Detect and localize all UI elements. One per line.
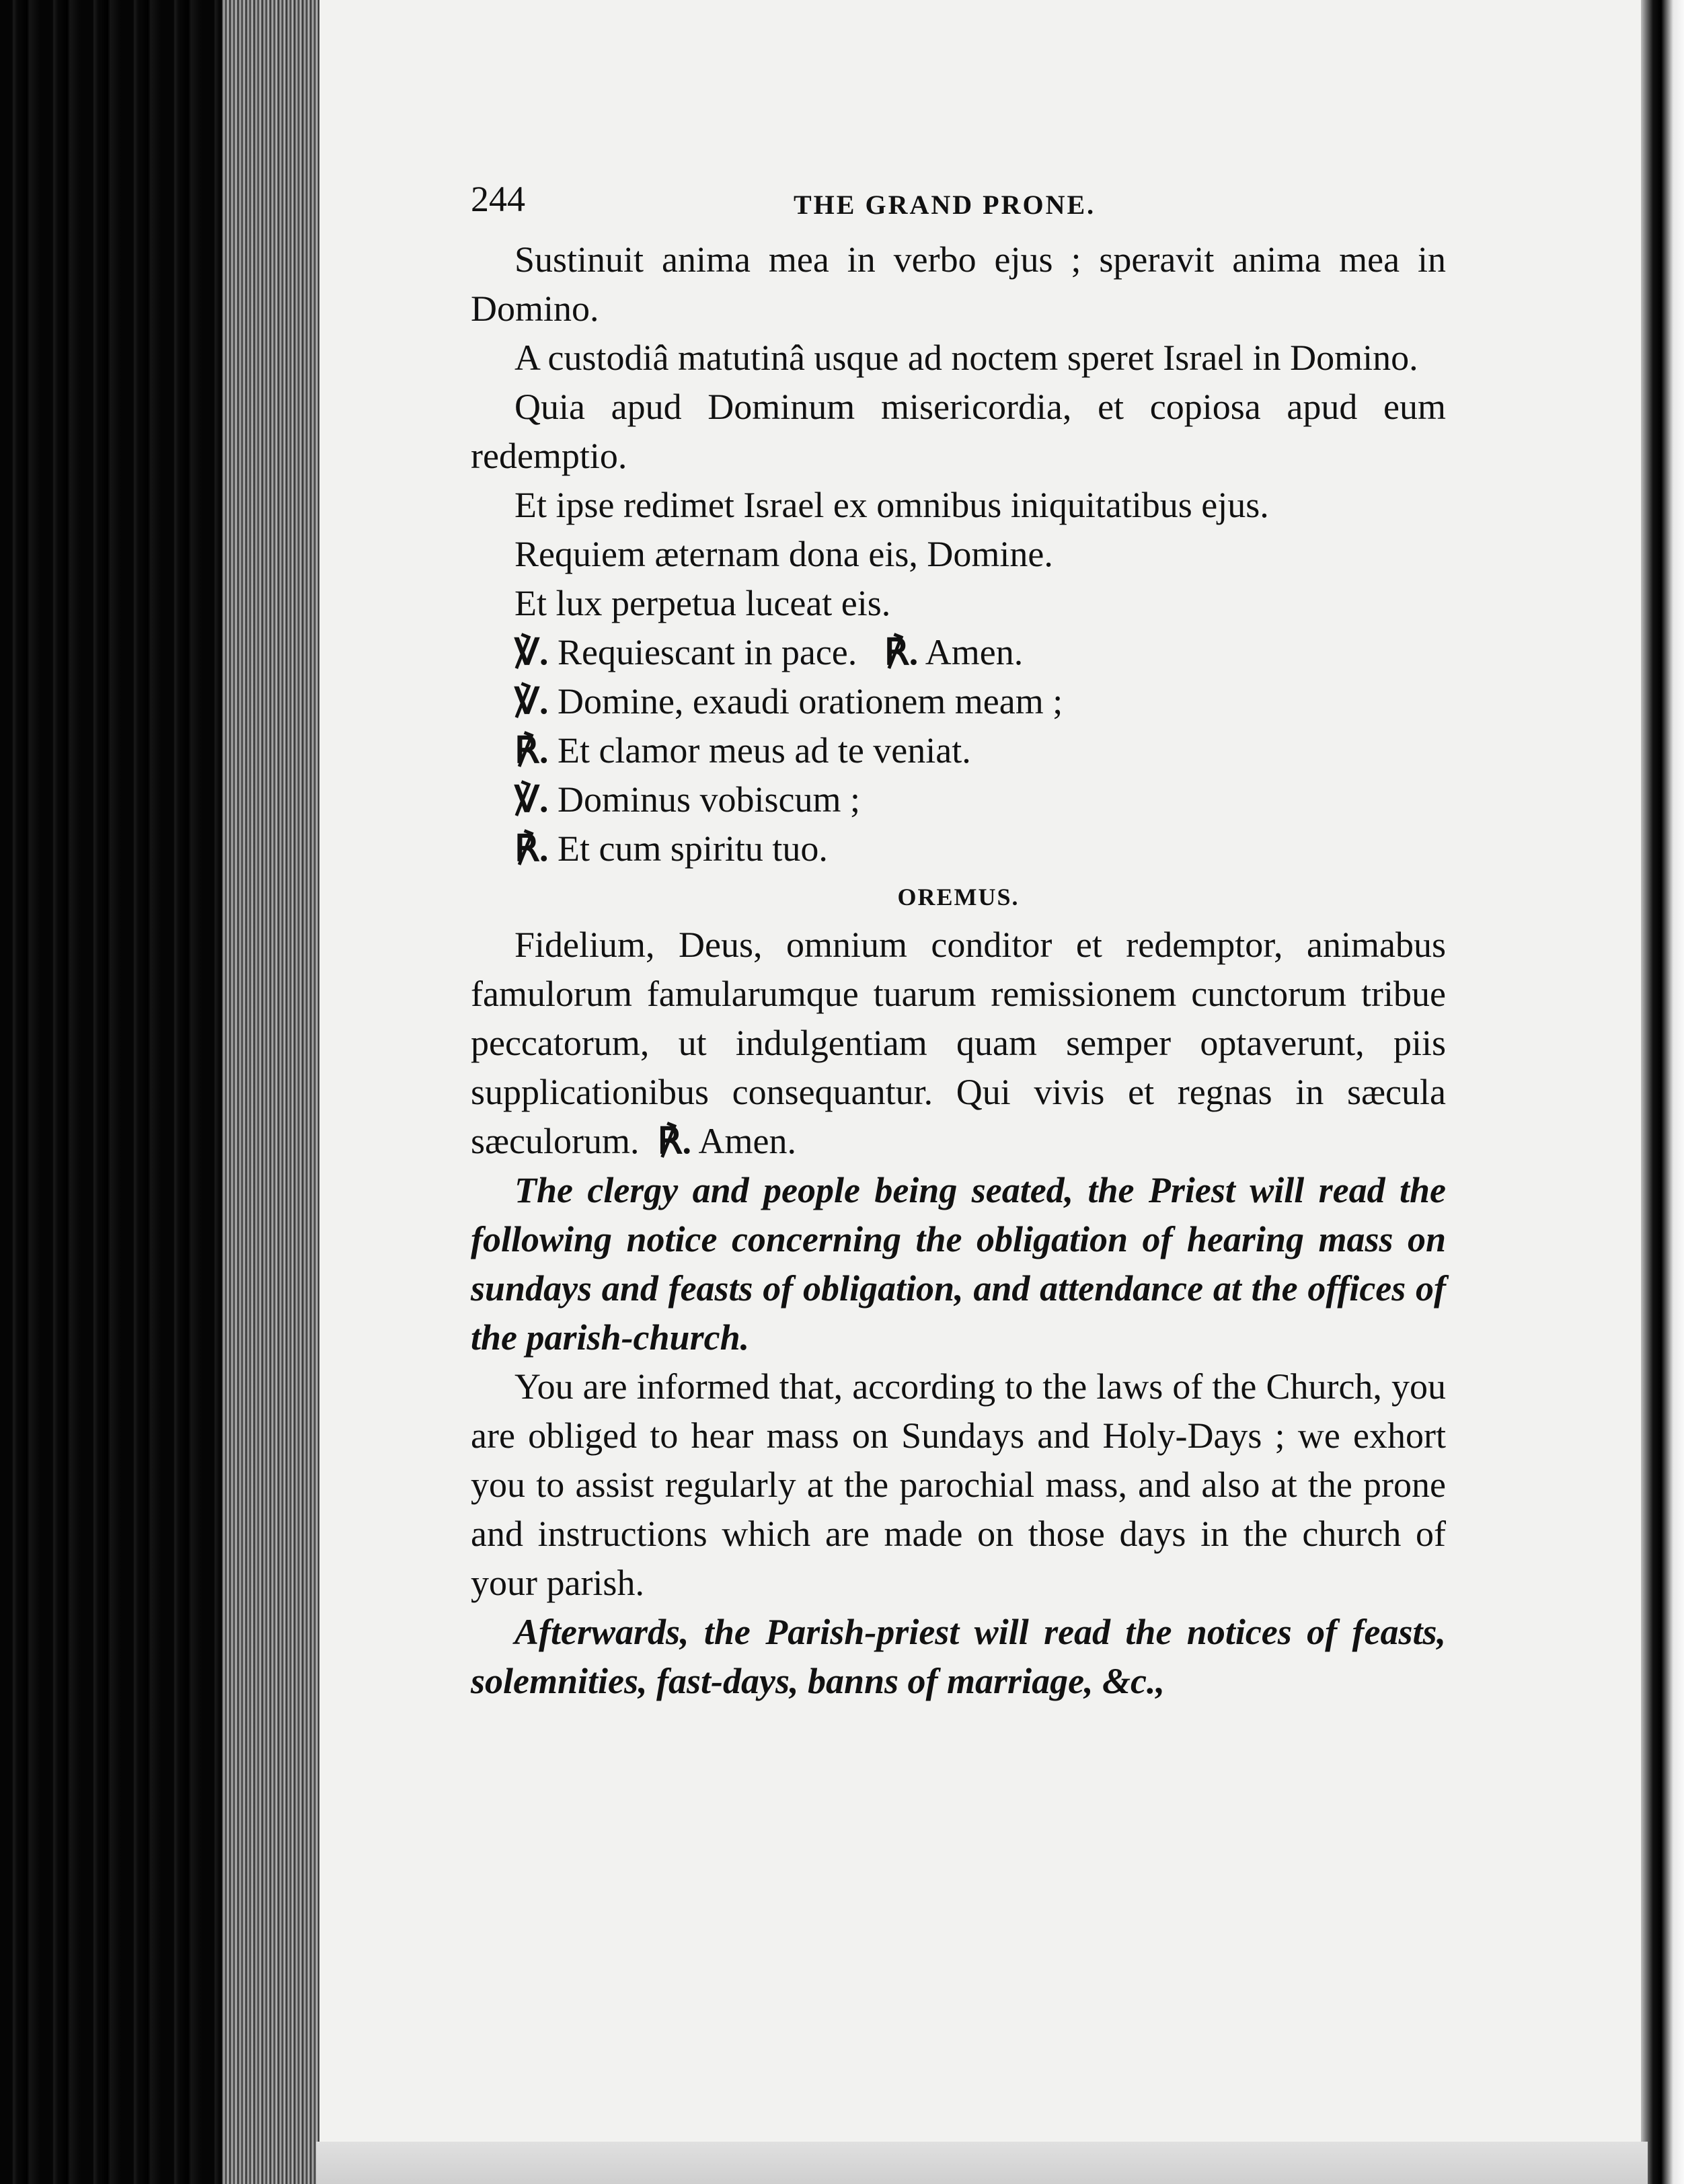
versicle-text: Requiescant in pace. xyxy=(557,632,857,672)
versicle-symbol: ℣. xyxy=(514,632,549,672)
oremus-prayer xyxy=(471,921,1446,1166)
response-text: Amen. xyxy=(925,632,1024,672)
requiem-line: Et lux perpetua luceat eis. xyxy=(514,583,891,623)
page-edges xyxy=(222,0,323,2184)
facing-page-edge xyxy=(1641,0,1684,2184)
oremus-text: Fidelium, Deus, omnium conditor et redemptor, animabus famulorum famularumque tuarum remissionem cunctorum tribue peccatorum, ut indulgentiam quam semper optaverunt, piis supplicationibus consequantur. Qui vivis et regnas in sæcula sæculorum. xyxy=(471,925,1446,1161)
psalm-verse: Quia apud Dominum misericordia, et copiosa apud eum redemptio. xyxy=(471,387,1446,476)
versicle-symbol: ℣. xyxy=(514,779,549,820)
response-line xyxy=(514,824,1446,873)
oremus-heading: OREMUS. xyxy=(897,884,1020,910)
rubric-afterwards: Afterwards, the Parish-priest will read the notices of feasts, solemnities, fast-days, banns of marriage, &c., xyxy=(471,1612,1446,1701)
oremus-amen: Amen. xyxy=(698,1121,796,1161)
response-symbol: ℟. xyxy=(657,1121,691,1161)
versicle-line xyxy=(514,775,1446,824)
running-head: THE GRAND PRONE. xyxy=(794,190,1096,220)
versicle-line xyxy=(514,628,1446,677)
response-symbol: ℟. xyxy=(514,730,549,771)
psalm-verse: Sustinuit anima mea in verbo ejus ; speravit anima mea in Domino. xyxy=(471,239,1446,329)
rubric-notice: The clergy and people being seated, the Priest will read the following notice concerning the obligation of hearing mass on sundays and feasts of obligation, and attendance at the offices of the parish-church. xyxy=(471,1170,1446,1358)
response-text: Et clamor meus ad te veniat. xyxy=(557,730,971,771)
page-number: 244 xyxy=(471,179,525,219)
versicle-line xyxy=(514,677,1446,726)
response-symbol: ℟. xyxy=(514,828,549,869)
response-line xyxy=(514,726,1446,775)
psalm-verse: A custodiâ matutinâ usque ad noctem speret Israel in Domino. xyxy=(514,338,1418,378)
versicle-text: Domine, exaudi orationem meam ; xyxy=(557,681,1063,722)
versicle-symbol: ℣. xyxy=(514,681,549,722)
response-symbol: ℟. xyxy=(884,632,919,672)
page-bottom-edge xyxy=(316,2142,1648,2184)
notice-text: You are informed that, according to the laws of the Church, you are obliged to hear mass on Sundays and Holy-Days ; we exhort you to assist regularly at the parochial mass, and also at the prone and instructions which are made on those days in the church of your parish. xyxy=(471,1366,1446,1603)
response-text: Et cum spiritu tuo. xyxy=(557,828,828,869)
versicle-text: Dominus vobiscum ; xyxy=(557,779,860,820)
requiem-line: Requiem æternam dona eis, Domine. xyxy=(514,534,1053,574)
page-content xyxy=(471,161,1446,1706)
page-header xyxy=(471,161,1446,235)
psalm-verse: Et ipse redimet Israel ex omnibus iniquitatibus ejus. xyxy=(514,485,1269,525)
